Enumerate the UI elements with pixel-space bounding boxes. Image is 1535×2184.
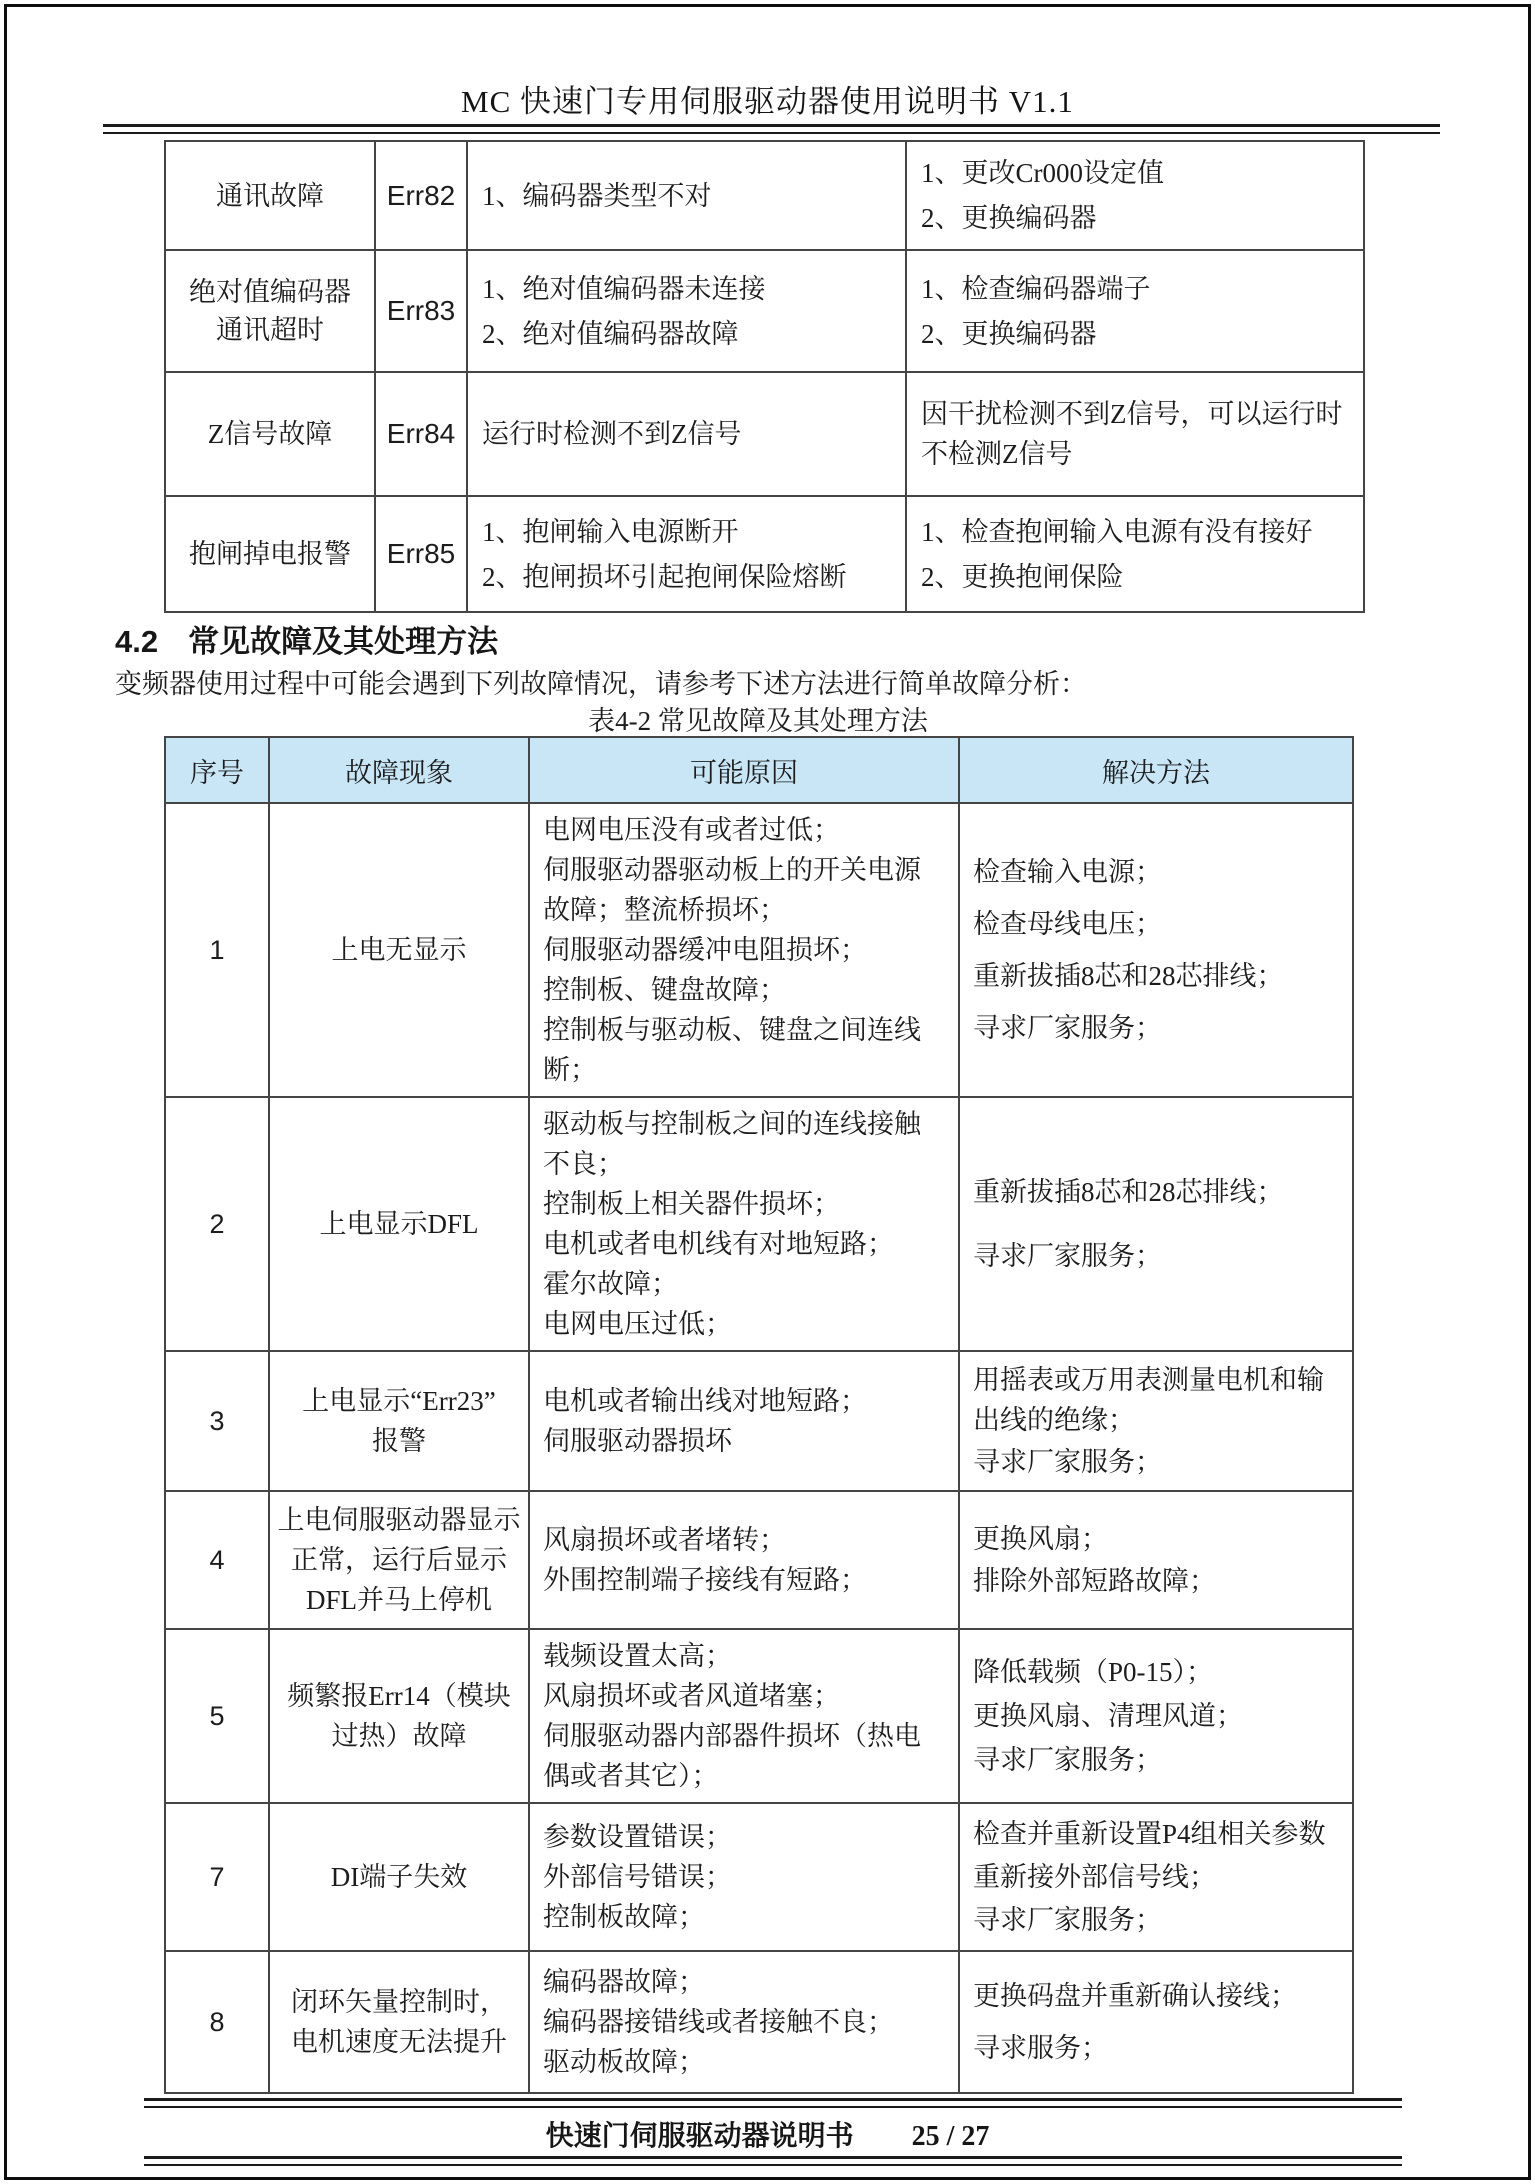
table-row: [165, 141, 1364, 250]
row-number: 7: [165, 1803, 269, 1951]
cause-item: 参数设置错误；: [543, 1822, 732, 1852]
solutions-cell: [959, 1803, 1353, 1951]
table-row: [165, 1097, 1353, 1351]
causes-cell: [529, 1951, 959, 2093]
solution-item: 1、检查抱闸输入电源有没有接好: [921, 516, 1313, 547]
solution-item: 降低载频（P0-15）；: [973, 1657, 1214, 1687]
cause-item: 伺服驱动器驱动板上的开关电源故障；整流桥损坏；: [543, 855, 921, 925]
fault-name: 绝对值编码器: [189, 277, 351, 307]
column-header-no: 序号: [165, 737, 269, 803]
row-number: 4: [165, 1491, 269, 1629]
solution-item: 寻求厂家服务；: [973, 1745, 1162, 1775]
section-title: 常见故障及其处理方法: [188, 624, 499, 659]
column-header-solution: 解决方法: [959, 737, 1353, 803]
section-number: 4.2: [115, 624, 159, 659]
table-row: [165, 250, 1364, 372]
fault-name-cell: [165, 372, 375, 496]
fault-solutions-cell: [906, 372, 1364, 496]
table-row: [165, 496, 1364, 612]
table-row: [165, 1803, 1353, 1951]
solutions-cell: [959, 1351, 1353, 1491]
row-number: 5: [165, 1629, 269, 1803]
solution-item: 2、更换编码器: [921, 318, 1097, 349]
cause-item: 1、绝对值编码器未连接: [482, 273, 766, 304]
cause-item: 风扇损坏或者风道堵塞；: [543, 1681, 840, 1711]
cause-item: 控制板故障；: [543, 1902, 705, 1932]
solution-item: 排除外部短路故障；: [973, 1566, 1216, 1596]
solution-item: 因干扰检测不到Z信号，可以运行时不检测Z信号: [921, 399, 1343, 469]
solution-item: 寻求厂家服务；: [973, 1013, 1162, 1043]
fault-solutions-cell: [906, 496, 1364, 612]
phenomenon-line: 正常，运行后显示: [291, 1545, 507, 1575]
solutions-cell: [959, 1491, 1353, 1629]
table-row: [165, 1629, 1353, 1803]
fault-code: Err85: [375, 496, 467, 612]
fault-name: 抱闸掉电报警: [189, 539, 351, 569]
cause-item: 载频设置太高；: [543, 1641, 732, 1671]
phenomenon-line: 频繁报Err14（模块: [287, 1681, 511, 1711]
table-row: [165, 372, 1364, 496]
footer-rule: [144, 2098, 1402, 2108]
cause-item: 运行时检测不到Z信号: [482, 419, 742, 449]
solution-item: 寻求厂家服务；: [973, 1905, 1162, 1935]
footer-doc-name: 快速门伺服驱动器说明书: [545, 2121, 854, 2152]
solution-item: 寻求服务；: [973, 2033, 1108, 2063]
solution-item: 2、更换抱闸保险: [921, 561, 1124, 592]
row-number: 3: [165, 1351, 269, 1491]
solutions-cell: [959, 1629, 1353, 1803]
section-intro: 变频器使用过程中可能会遇到下列故障情况，请参考下述方法进行简单故障分析：: [115, 669, 1087, 699]
column-header-cause: 可能原因: [529, 737, 959, 803]
table-row: [165, 1951, 1353, 2093]
row-number: 1: [165, 803, 269, 1097]
table-row: [165, 1491, 1353, 1629]
solution-item: 寻求厂家服务；: [973, 1447, 1162, 1477]
fault-causes-cell: [467, 141, 906, 250]
cause-item: 伺服驱动器内部器件损坏（热电偶或者其它）；: [543, 1721, 921, 1791]
fault-solutions-cell: [906, 141, 1364, 250]
causes-cell: [529, 1629, 959, 1803]
cause-item: 编码器接错线或者接触不良；: [543, 2007, 894, 2037]
fault-code: Err82: [375, 141, 467, 250]
fault-name: 通讯故障: [216, 180, 324, 211]
table-header-row: [165, 737, 1353, 803]
fault-solutions-cell: [906, 250, 1364, 372]
cause-item: 驱动板与控制板之间的连线接触不良；: [543, 1109, 921, 1179]
phenomenon-line: DI端子失效: [330, 1862, 468, 1892]
phenomenon-cell: [269, 1629, 529, 1803]
cause-item: 霍尔故障；: [543, 1269, 678, 1299]
solutions-cell: [959, 1951, 1353, 2093]
phenomenon-cell: [269, 803, 529, 1097]
solution-item: 更换码盘并重新确认接线；: [973, 1981, 1297, 2011]
phenomenon-line: 上电显示DFL: [319, 1209, 479, 1239]
cause-item: 电网电压没有或者过低；: [543, 815, 840, 845]
cause-item: 1、编码器类型不对: [482, 180, 712, 211]
cause-item: 外部信号错误；: [543, 1862, 732, 1892]
phenomenon-line: 电机速度无法提升: [291, 2027, 507, 2057]
solution-item: 用摇表或万用表测量电机和输出线的绝缘；: [973, 1365, 1324, 1435]
cause-item: 2、绝对值编码器故障: [482, 318, 739, 349]
solution-item: 检查并重新设置P4组相关参数: [973, 1819, 1326, 1849]
table-row: [165, 1351, 1353, 1491]
solution-item: 重新拔插8芯和28芯排线；: [973, 961, 1284, 991]
causes-cell: [529, 803, 959, 1097]
header-rule: [103, 124, 1440, 134]
phenomenon-line: DFL并马上停机: [305, 1585, 492, 1615]
document-header-title: MC 快速门专用伺服驱动器使用说明书 V1.1: [461, 84, 1074, 119]
solution-item: 重新接外部信号线；: [973, 1862, 1216, 1892]
cause-item: 风扇损坏或者堵转；: [543, 1525, 786, 1555]
cause-item: 驱动板故障；: [543, 2047, 705, 2077]
fault-name: Z信号故障: [207, 419, 333, 449]
fault-name: 通讯超时: [216, 315, 324, 345]
solution-item: 2、更换编码器: [921, 203, 1097, 233]
fault-name-cell: [165, 141, 375, 250]
causes-cell: [529, 1803, 959, 1951]
table-caption: 表4-2 常见故障及其处理方法: [588, 706, 928, 736]
cause-item: 电网电压过低；: [543, 1309, 732, 1339]
footer-page-number: 25 / 27: [911, 2121, 990, 2152]
solutions-cell: [959, 1097, 1353, 1351]
fault-name-cell: [165, 496, 375, 612]
causes-cell: [529, 1491, 959, 1629]
cause-item: 1、抱闸输入电源断开: [482, 516, 739, 547]
solution-item: 1、检查编码器端子: [921, 273, 1151, 304]
cause-item: 电机或者输出线对地短路；: [543, 1386, 867, 1416]
cause-item: 编码器故障；: [543, 1967, 705, 1997]
section-heading: [115, 616, 498, 661]
phenomenon-line: 上电无显示: [331, 935, 467, 965]
cause-item: 控制板、键盘故障；: [543, 975, 786, 1005]
solution-item: 更换风扇、清理风道；: [973, 1701, 1243, 1731]
solution-item: 寻求厂家服务；: [973, 1241, 1162, 1271]
cause-item: 2、抱闸损坏引起抱闸保险熔断: [482, 561, 847, 592]
phenomenon-line: 过热）故障: [331, 1721, 467, 1751]
solutions-cell: [959, 803, 1353, 1097]
footer: [0, 2114, 1535, 2154]
column-header-phenomenon: 故障现象: [269, 737, 529, 803]
bottom-rule: [144, 2156, 1402, 2166]
phenomenon-cell: [269, 1951, 529, 2093]
phenomenon-line: 上电显示“Err23”: [302, 1386, 496, 1416]
fault-name-cell: [165, 250, 375, 372]
fault-causes-cell: [467, 372, 906, 496]
fault-causes-cell: [467, 250, 906, 372]
phenomenon-cell: [269, 1491, 529, 1629]
row-number: 8: [165, 1951, 269, 2093]
phenomenon-line: 上电伺服驱动器显示: [277, 1505, 521, 1535]
table-row: [165, 803, 1353, 1097]
fault-code: Err83: [375, 250, 467, 372]
phenomenon-line: 闭环矢量控制时，: [291, 1987, 507, 2017]
solution-item: 检查输入电源；: [973, 857, 1162, 887]
fault-causes-cell: [467, 496, 906, 612]
phenomenon-cell: [269, 1097, 529, 1351]
cause-item: 控制板与驱动板、键盘之间连线断；: [543, 1015, 921, 1085]
phenomenon-line: 报警: [372, 1426, 426, 1456]
cause-item: 电机或者电机线有对地短路；: [543, 1229, 894, 1259]
fault-code-table: [164, 140, 1365, 613]
solution-item: 更换风扇；: [973, 1524, 1108, 1554]
row-number: 2: [165, 1097, 269, 1351]
phenomenon-cell: [269, 1351, 529, 1491]
cause-item: 外围控制端子接线有短路；: [543, 1565, 867, 1595]
common-fault-table: [164, 736, 1354, 2094]
solution-item: 重新拔插8芯和28芯排线；: [973, 1177, 1284, 1207]
causes-cell: [529, 1351, 959, 1491]
cause-item: 伺服驱动器缓冲电阻损坏；: [543, 935, 867, 965]
fault-code: Err84: [375, 372, 467, 496]
cause-item: 伺服驱动器损坏: [543, 1426, 732, 1456]
causes-cell: [529, 1097, 959, 1351]
phenomenon-cell: [269, 1803, 529, 1951]
cause-item: 控制板上相关器件损坏；: [543, 1189, 840, 1219]
solution-item: 检查母线电压；: [973, 909, 1162, 939]
solution-item: 1、更改Cr000设定值: [921, 158, 1164, 188]
